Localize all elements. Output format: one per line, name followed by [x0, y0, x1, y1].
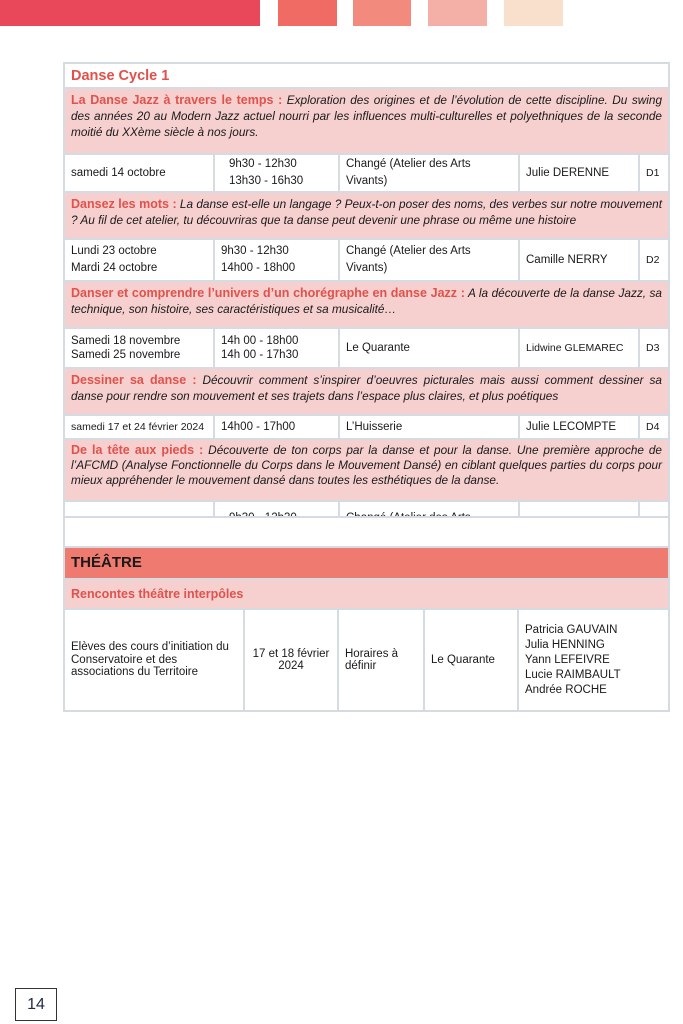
atelier-text: Découverte de ton corps par la danse et pour la danse. Une première approche de l’AFCMD (Analyse Fonctionnelle du Corps dans le Mouvement Dansé) en ciblant quelques parties du corps pour mieux appréhender le mouvement dansé dans toutes les esthétiques de la danse. [71, 443, 662, 487]
table-row [65, 329, 668, 369]
time-cell [215, 240, 340, 280]
place-cell [340, 155, 520, 191]
place: Le Quarante [431, 653, 495, 666]
teachers-cell [519, 610, 668, 710]
teacher: Camille NERRY [526, 253, 608, 266]
section-title: THÉÂTRE [65, 546, 668, 580]
header-swatch-2 [353, 0, 411, 26]
horaires: Horaires à définir [345, 647, 399, 672]
theatre-table [63, 516, 670, 712]
danse-cycle-table [63, 62, 670, 553]
place: L’Huisserie [346, 420, 403, 433]
atelier-description [65, 193, 668, 240]
header-swatch-3 [428, 0, 487, 26]
dates: 17 et 18 février 2024 [252, 647, 330, 672]
time-line: 14h00 - 18h00 [221, 262, 296, 274]
teacher-cell [520, 155, 640, 191]
atelier-text: Découvrir comment s’inspirer d’oeuvres picturales mais aussi comment dessiner sa danse pour rendre son mouvement et ses trajets dans l’espace plus claires, et plus poétiques [71, 373, 662, 403]
atelier-text: Exploration des origines et de l’évolution de cette discipline. Du swing des années 20 au Modern Jazz actuel nourri par les influences multi-culturelles et polyethniques de la seconde moitié du XXème siècle à nos jours. [71, 93, 663, 139]
teacher: Julia HENNING [525, 638, 605, 651]
place-cell [340, 416, 520, 438]
code-cell [640, 329, 668, 367]
date-line: samedi 14 octobre [71, 166, 166, 179]
code: D2 [646, 253, 660, 266]
section-subtitle: Rencontes théâtre interpôles [65, 580, 668, 610]
time-line: 14h 00 - 18h00 [221, 335, 299, 347]
time-line: 9h30 - 12h30 [221, 245, 289, 257]
teacher: Lucie RAIMBAULT [525, 668, 621, 681]
date-line: Mardi 24 octobre [71, 262, 158, 274]
place: Changé (Atelier des Arts Vivants) [346, 245, 471, 274]
header-swatch-4 [504, 0, 563, 26]
atelier-title: Dansez les mots : [71, 197, 177, 211]
atelier-description [65, 440, 668, 502]
code: D1 [646, 166, 660, 179]
code-cell [640, 416, 668, 438]
date-cell [65, 416, 215, 438]
teacher: Julie LECOMPTE [526, 420, 617, 433]
code: D4 [646, 420, 660, 433]
date-cell [65, 240, 215, 280]
atelier-title: De la tête aux pieds : [71, 443, 204, 457]
atelier-text: La danse est-elle un langage ? Peux-t-on poser des noms, des verbes sur notre mouvement ? Au fil de cet atelier, tu découvriras que ta danse peut devenir une phrase ou même une histoire [71, 197, 663, 227]
atelier-title: Danser et comprendre l’univers d’un chorégraphe en danse Jazz : [71, 286, 465, 300]
time-line: 14h 00 - 17h30 [221, 349, 299, 361]
time-cell [215, 329, 340, 367]
place-cell [425, 610, 519, 710]
section-title: Danse Cycle 1 [65, 64, 668, 89]
time-line: 9h30 - 12h30 [229, 158, 297, 170]
place-cell [340, 240, 520, 280]
teacher-cell [520, 240, 640, 280]
teacher: Julie DERENNE [526, 166, 610, 179]
spacer-row [65, 518, 668, 546]
time-cell [215, 155, 340, 191]
teacher-cell [520, 329, 640, 367]
time-line: 13h30 - 16h30 [229, 175, 304, 187]
atelier-title: La Danse Jazz à travers le temps : [71, 93, 283, 107]
atelier-title: Dessiner sa danse : [71, 373, 197, 387]
teacher-cell [520, 416, 640, 438]
header-swatch-1 [278, 0, 337, 26]
place-cell [340, 329, 520, 367]
table-row [65, 155, 668, 193]
atelier-text: A la découverte de la danse Jazz, sa technique, son histoire, ses caractéristiques et sa musicalité… [71, 286, 662, 316]
table-row [65, 240, 668, 282]
date-cell [65, 329, 215, 367]
atelier-description [65, 282, 668, 329]
teacher: Yann LEFEIVRE [525, 653, 610, 666]
date-line: Lundi 23 octobre [71, 245, 157, 257]
public: Elèves des cours d’initiation du Conservatoire et des associations du Territoire [71, 641, 229, 679]
table-row [65, 416, 668, 440]
time-cell [215, 416, 340, 438]
date-line: samedi 17 et 24 février 2024 [71, 420, 205, 433]
horaires-cell [339, 610, 425, 710]
date-line: Samedi 25 novembre [71, 349, 181, 361]
code-cell [640, 155, 668, 191]
page-number: 14 [15, 988, 57, 1021]
date-line: Samedi 18 novembre [71, 335, 181, 347]
place: Changé (Atelier des Arts Vivants) [346, 158, 471, 187]
table-row [65, 610, 668, 710]
date-cell [245, 610, 339, 710]
code-cell [640, 240, 668, 280]
date-cell [65, 155, 215, 191]
code: D3 [646, 341, 660, 354]
teacher: Patricia GAUVAIN [525, 623, 618, 636]
place: Le Quarante [346, 341, 410, 354]
teacher: Lidwine GLEMAREC [526, 341, 624, 354]
atelier-description [65, 369, 668, 416]
atelier-description [65, 89, 668, 155]
time-line: 14h00 - 17h00 [221, 420, 296, 433]
public-cell [65, 610, 245, 710]
teacher: Andrée ROCHE [525, 683, 607, 696]
header-band-red [0, 0, 260, 26]
